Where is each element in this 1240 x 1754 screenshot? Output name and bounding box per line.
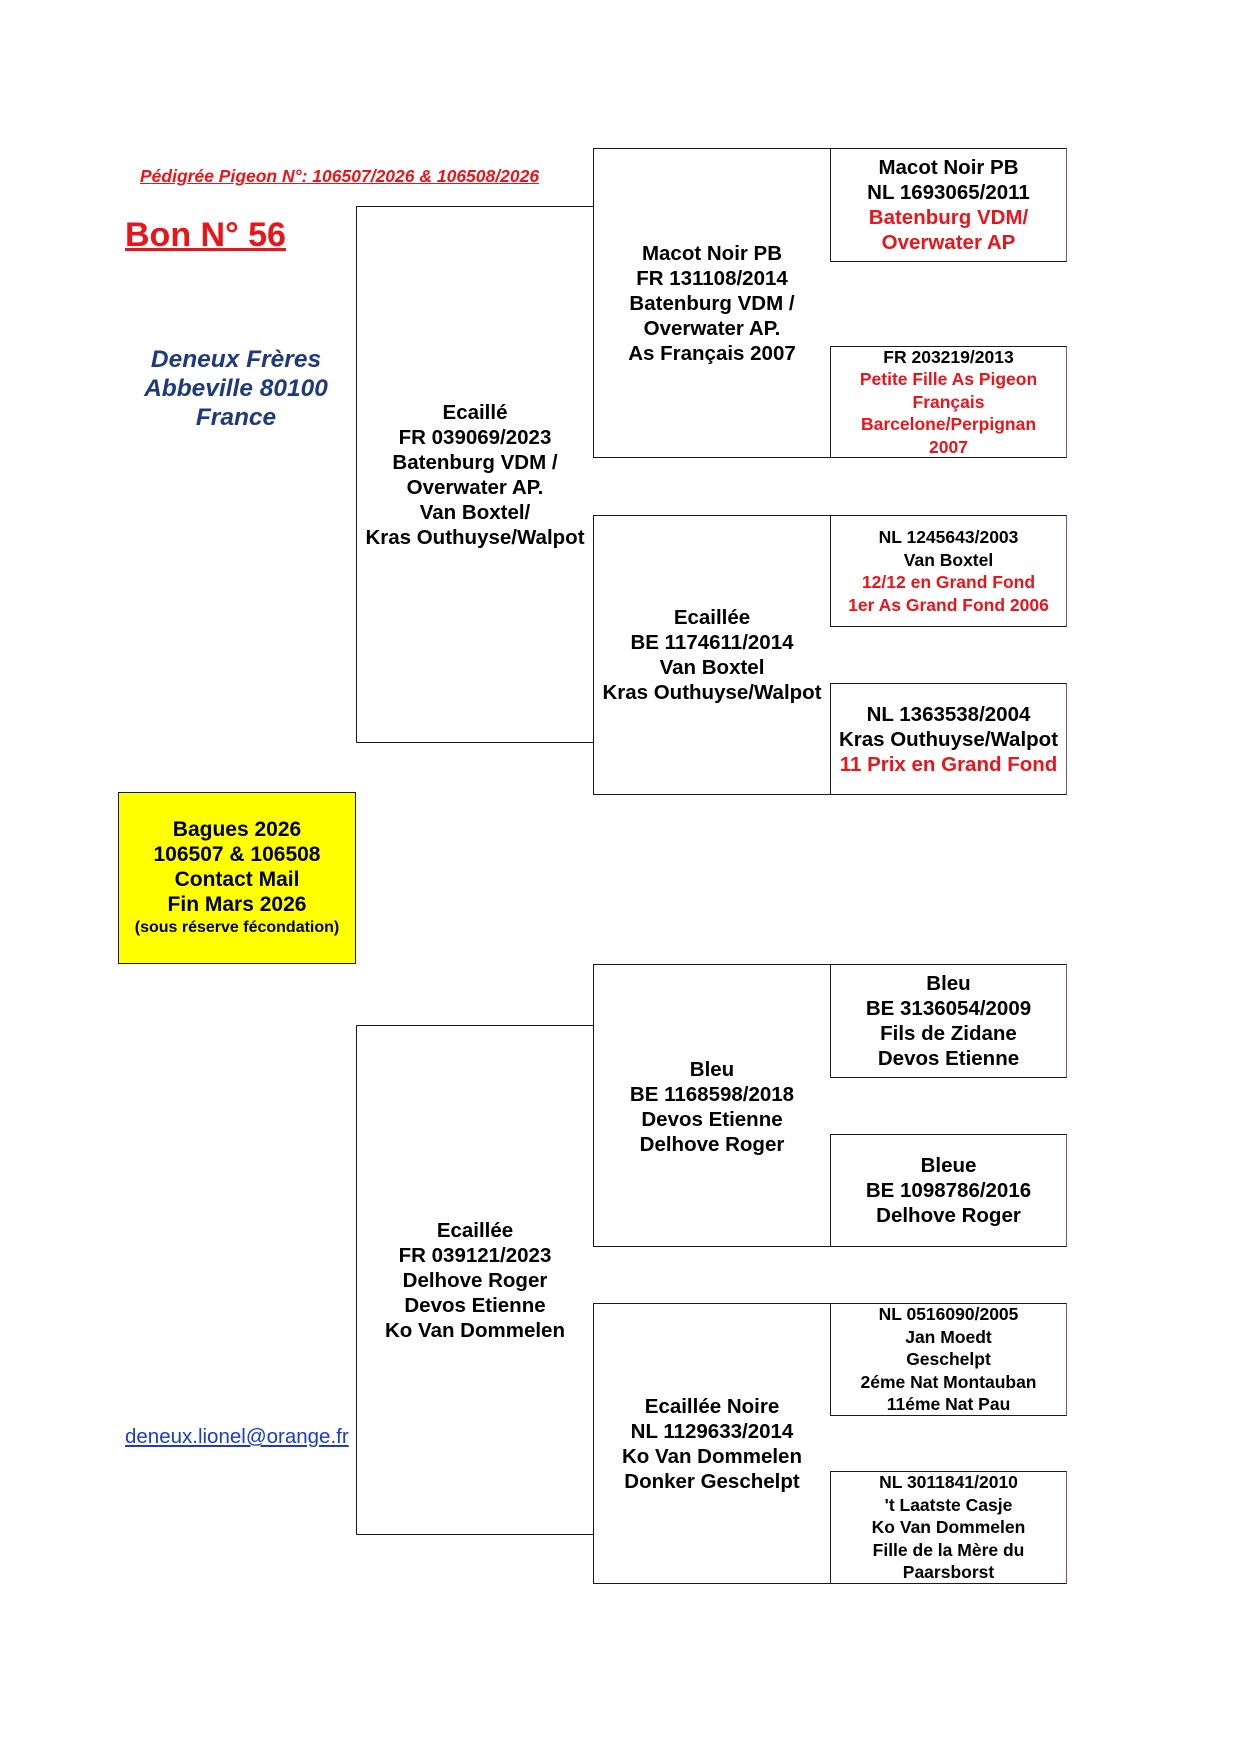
sire-line: Batenburg VDM / (392, 450, 558, 474)
achievement-line: 1er As Grand Fond 2006 (848, 594, 1049, 615)
dam-card (356, 1025, 593, 1535)
voucher-number: Bon N° 56 (125, 216, 286, 254)
sire-sire-line: Overwater AP. (643, 317, 781, 340)
ancestor-line: FR 203219/2013 (883, 346, 1014, 367)
pedigree-title: Pédigrée Pigeon N°: 106507/2026 & 106508/2026 (140, 166, 540, 186)
sire-line: Ecaillé (442, 400, 508, 424)
dam-sire-line: Devos Etienne (641, 1108, 783, 1131)
ancestor-line: Macot Noir PB (878, 156, 1019, 179)
dam-sire-line: Delhove Roger (639, 1133, 785, 1156)
ancestor-line: NL 1693065/2011 (867, 181, 1030, 204)
rings-numbers: 106507 & 106508 (153, 843, 321, 866)
dam-dam-line: Ecaillée Noire (644, 1394, 780, 1418)
sire-line: Overwater AP. (406, 475, 544, 499)
ancestor-line: Van Boxtel (903, 549, 994, 570)
sire-dam-line: Kras Outhuyse/Walpot (602, 681, 822, 704)
ancestor-line: Fille de la Mère du (872, 1539, 1025, 1560)
sire-line: Kras Outhuyse/Walpot (365, 525, 585, 549)
sire-line: Van Boxtel/ (419, 500, 531, 524)
dam-line: Ecaillée (436, 1218, 514, 1242)
dam-dam-dam-card (830, 1471, 1067, 1584)
ancestor-line: Delhove Roger (876, 1204, 1021, 1227)
contact-email-link[interactable]: deneux.lionel@orange.fr (125, 1425, 349, 1448)
ancestor-line: Ko Van Dommelen (871, 1517, 1026, 1538)
sire-dam-dam-card (830, 683, 1067, 795)
dam-dam-card (593, 1303, 830, 1584)
achievement-line: Français (912, 391, 985, 412)
dam-dam-line: Ko Van Dommelen (622, 1444, 802, 1468)
dam-line: Devos Etienne (404, 1293, 546, 1317)
dam-line: FR 039121/2023 (398, 1243, 552, 1267)
dam-sire-line: Bleu (689, 1058, 735, 1081)
sire-sire-dam-card (830, 346, 1067, 458)
achievement-line: 11 Prix en Grand Fond (839, 752, 1058, 776)
dam-dam-line: NL 1129633/2014 (630, 1419, 794, 1443)
sire-sire-sire-card (830, 148, 1067, 262)
sire-sire-line: As Français 2007 (628, 342, 796, 365)
ancestor-line: Geschelpt (906, 1349, 991, 1370)
ancestor-line: Paarsborst (902, 1562, 995, 1583)
sire-sire-line: FR 131108/2014 (636, 267, 788, 290)
achievement-line: Barcelone/Perpignan (860, 414, 1037, 435)
achievement-line: 12/12 en Grand Fond (861, 572, 1036, 592)
breeder-city: Abbeville 80100 (144, 375, 328, 402)
ancestor-line: 2éme Nat Montauban (860, 1371, 1037, 1392)
ancestor-line: Bleue (920, 1154, 977, 1177)
ancestor-line: BE 1098786/2016 (865, 1179, 1032, 1202)
sire-line: FR 039069/2023 (398, 425, 552, 449)
dam-sire-sire-card (830, 964, 1067, 1078)
dam-sire-dam-card (830, 1134, 1067, 1247)
ancestor-line: 11éme Nat Pau (886, 1394, 1011, 1415)
breeder-country: France (195, 404, 277, 431)
achievement-line: Batenburg VDM/ (868, 206, 1029, 229)
dam-dam-sire-card (830, 1303, 1067, 1416)
ancestor-line: Bleu (926, 972, 971, 995)
sire-dam-card (593, 515, 830, 795)
dam-line: Delhove Roger (402, 1268, 548, 1292)
ancestor-line: NL 1245643/2003 (878, 527, 1019, 547)
sire-dam-line: Ecaillée (673, 606, 751, 629)
breeder-name: Deneux Frères (150, 346, 322, 373)
sire-dam-sire-card (830, 515, 1067, 627)
achievement-line: Petite Fille As Pigeon (859, 369, 1038, 390)
ancestor-line: Devos Etienne (877, 1047, 1020, 1070)
dam-line: Ko Van Dommelen (385, 1318, 565, 1342)
ancestor-line: Kras Outhuyse/Walpot (838, 727, 1059, 751)
sire-dam-line: Van Boxtel (659, 656, 765, 679)
rings-date: Fin Mars 2026 (167, 893, 307, 916)
ancestor-line: Jan Moedt (905, 1326, 992, 1347)
ancestor-line: 't Laatste Casje (884, 1494, 1013, 1515)
rings-info-box (118, 792, 356, 964)
achievement-line: Overwater AP (881, 231, 1016, 254)
dam-dam-line: Donker Geschelpt (624, 1469, 800, 1493)
ancestor-line: NL 3011841/2010 (879, 1472, 1018, 1493)
sire-card (356, 206, 593, 743)
ancestor-line: NL 0516090/2005 (878, 1304, 1019, 1325)
achievement-line: 2007 (929, 436, 968, 457)
rings-contact: Contact Mail (174, 868, 300, 891)
sire-dam-line: BE 1174611/2014 (630, 631, 794, 654)
sire-sire-line: Batenburg VDM / (629, 292, 795, 315)
rings-note: (sous réserve fécondation) (134, 919, 340, 936)
dam-sire-line: BE 1168598/2018 (629, 1083, 795, 1106)
ancestor-line: Fils de Zidane (880, 1022, 1017, 1045)
ancestor-line: NL 1363538/2004 (866, 702, 1031, 726)
sire-sire-line: Macot Noir PB (641, 242, 783, 265)
ancestor-line: BE 3136054/2009 (865, 997, 1032, 1020)
sire-sire-card (593, 148, 830, 458)
rings-year: Bagues 2026 (172, 818, 302, 841)
dam-sire-card (593, 964, 830, 1247)
breeder-block (120, 345, 352, 432)
